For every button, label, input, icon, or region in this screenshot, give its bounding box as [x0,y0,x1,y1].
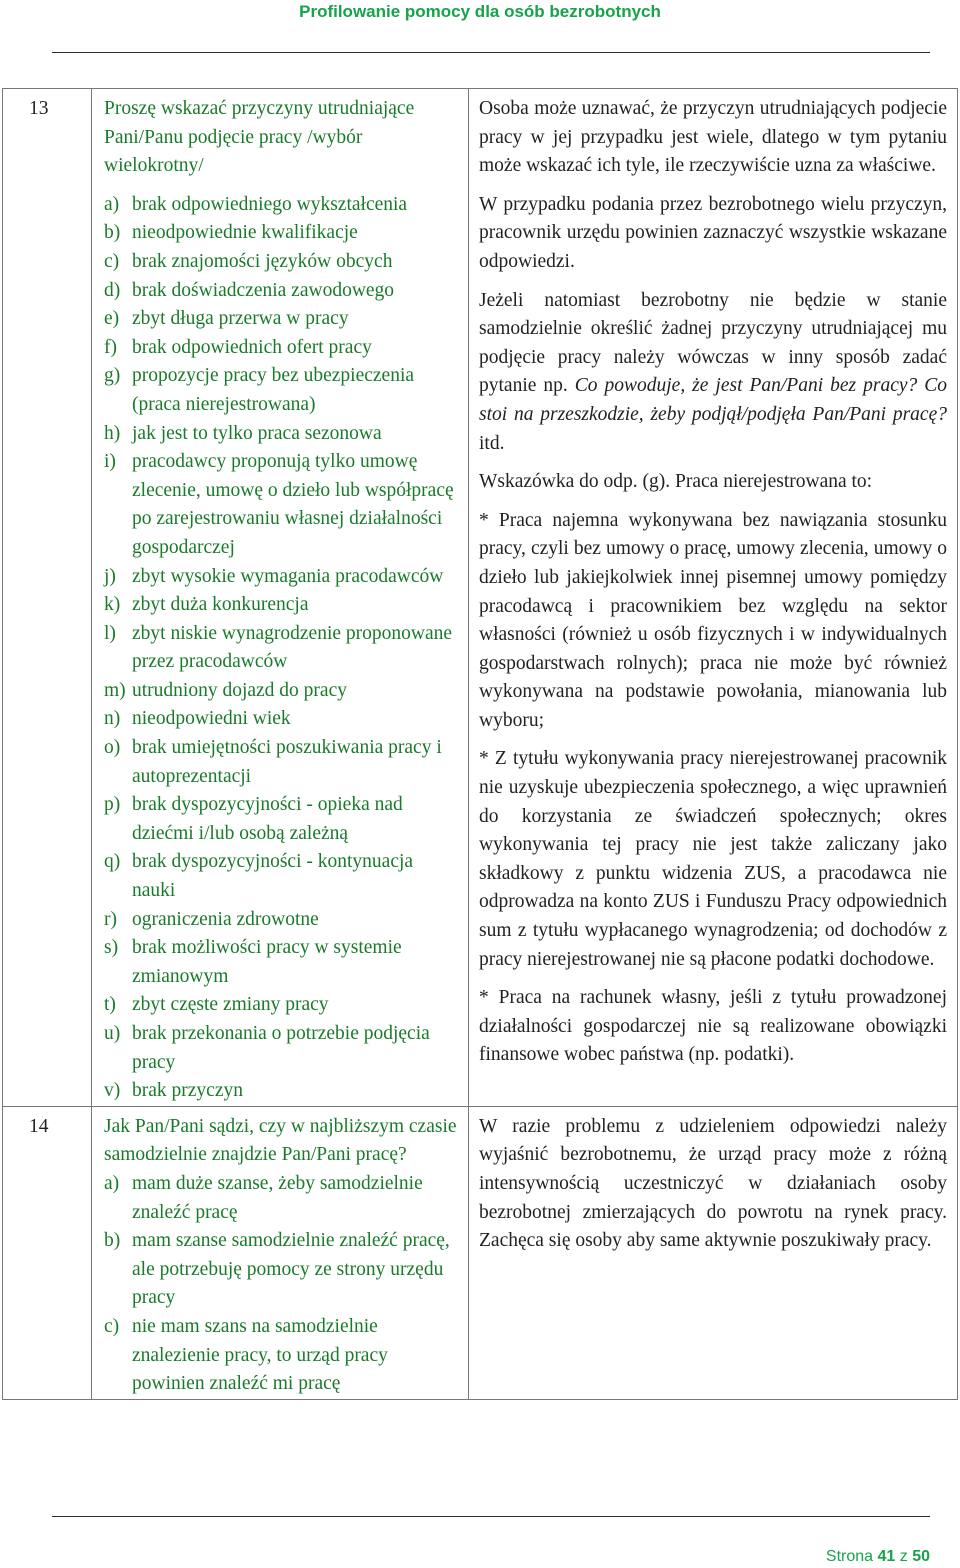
option-item: q) brak dyspozycyjności - kontynuacja nauki [104,851,414,902]
option-item: i) pracodawcy proponują tylko umowę zlecenie, umowę o dzieło lub współpracę po zarejestrowaniu własnej działalności gospodarczej [104,451,454,558]
option-item: j) zbyt wysokie wymagania pracodawców [104,565,444,587]
comment-paragraph: * Z tytułu wykonywania pracy nierejestrowanej pracownik nie uzyskuje ubezpieczenia społecznego, a więc uprawnień do korzystania ze świadczeń społecznych; okres wykonywania tej pracy nie jest także zaliczany jako składkowy z punktu widzenia ZUS, a pracodawca nie odprowadza na konto ZUS i Funduszu Pracy odpowiednich sum z tytułu wypłacanego wynagrodzenia; od dochodów z pracy nierejestrowanej nie są płacone podatki dochodowe. [479,748,947,970]
question-cell [92,1106,469,1399]
option-item: v) brak przyczyn [104,1080,243,1102]
question-text: Proszę wskazać przyczyny utrudniające Pani/Panu podjęcie pracy /wybór wielokrotny/ [104,98,415,177]
option-item: a) brak odpowiedniego wykształcenia [104,193,408,215]
answer-options [104,191,460,1106]
page-header-title: Profilowanie pomocy dla osób bezrobotnych [299,2,661,21]
comment-paragraph: * Praca najemna wykonywana bez nawiązania stosunku pracy, czyli bez umowy o pracę, umowy zlecenia, umowy o dzieło lub jakiejkolwiek innej pisemnej umowy pomiędzy pracodawcą i pracownikiem bez względu na sektor własności (również u osób fizycznych i w indywidualnych gospodarstwach rolnych); praca nie może być również wykonywana na podstawie powołania, mianowania lub wyboru; [479,509,947,731]
comment-paragraph: * Praca na rachunek własny, jeśli z tytułu prowadzonej działalności gospodarczej nie są realizowane obowiązki finansowe wobec państwa (np. podatki). [479,987,947,1066]
option-item: k) zbyt duża konkurencja [104,594,309,616]
option-item: e) zbyt długa przerwa w pracy [104,308,349,330]
comment-cell [469,89,958,1107]
comment-cell [469,1106,958,1399]
page-number: Strona 41 z 50 [825,1548,930,1565]
question-number: 14 [3,1106,92,1399]
option-item: m) utrudniony dojazd do pracy [104,679,347,701]
header-divider [52,52,930,53]
comment-paragraph: W przypadku podania przez bezrobotnego wielu przyczyn, pracownik urzędu powinien zaznaczyć wszystkie wskazane odpowiedzi. [479,193,947,272]
table-row [3,89,958,1107]
answer-options [104,1170,460,1399]
footer-divider [52,1516,930,1517]
option-item: t) zbyt częste zmiany pracy [104,994,329,1016]
option-item: h) jak jest to tylko praca sezonowa [104,422,382,444]
option-item: g) propozycje pracy bez ubezpieczenia (praca nierejestrowana) [104,365,415,415]
option-item: c) brak znajomości języków obcych [104,250,393,272]
comment-paragraph: Wskazówka do odp. (g). Praca nierejestrowana to: [479,471,873,493]
option-item: a) mam duże szanse, żeby samodzielnie znaleźć pracę [104,1172,423,1223]
comment-paragraph: Osoba może uznawać, że przyczyn utrudniających podjecie pracy w jej przypadku jest wiele, dlatego w tym pytaniu może wskazać ich tyle, ile rzeczywiście uzna za właściwe. [479,98,947,177]
comment-paragraph: W razie problemu z udzieleniem odpowiedzi należy wyjaśnić bezrobotnemu, że urząd pracy może z różną intensywnością uczestniczyć w działaniach osoby bezrobotnej zmierzających do powrotu na rynek pracy. Zachęca się osoby aby same aktywnie poszukiwały pracy. [479,1115,947,1252]
questionnaire-table [2,88,958,1400]
question-number: 13 [3,89,92,1107]
option-item: f) brak odpowiednich ofert pracy [104,336,372,358]
option-item: p) brak dyspozycyjności - opieka nad dziećmi i/lub osobą zależną [104,794,403,844]
option-item: u) brak przekonania o potrzebie podjęcia pracy [104,1023,430,1073]
option-item: r) ograniczenia zdrowotne [104,908,319,930]
question-text: Jak Pan/Pani sądzi, czy w najbliższym czasie samodzielnie znajdzie Pan/Pani pracę? [104,1115,457,1166]
option-item: c) nie mam szans na samodzielnie znalezienie pracy, to urząd pracy powinien znaleźć mi pracę [104,1315,388,1395]
option-item: l) zbyt niskie wynagrodzenie proponowane przez pracodawców [104,622,453,673]
option-item: d) brak doświadczenia zawodowego [104,279,395,301]
option-item: s) brak możliwości pracy w systemie zmianowym [104,937,402,987]
option-item: o) brak umiejętności poszukiwania pracy i autoprezentacji [104,737,442,787]
table-row [3,1106,958,1399]
option-item: b) mam szanse samodzielnie znaleźć pracę, ale potrzebuję pomocy ze strony urzędu pracy [104,1230,450,1309]
comment-paragraph: Jeżeli natomiast bezrobotny nie będzie w stanie samodzielnie określić żadnej przyczyny utrudniającej mu podjęcie pracy należy wówczas w inny sposób zadać pytanie np. Co powoduje, że jest Pan/Pani bez pracy? Co stoi na przeszkodzie, żeby podjął/podjęła Pan/Pani pracę? itd. [479,289,947,454]
option-item: b) nieodpowiednie kwalifikacje [104,222,358,244]
question-cell [92,89,469,1107]
option-item: n) nieodpowiedni wiek [104,708,291,730]
